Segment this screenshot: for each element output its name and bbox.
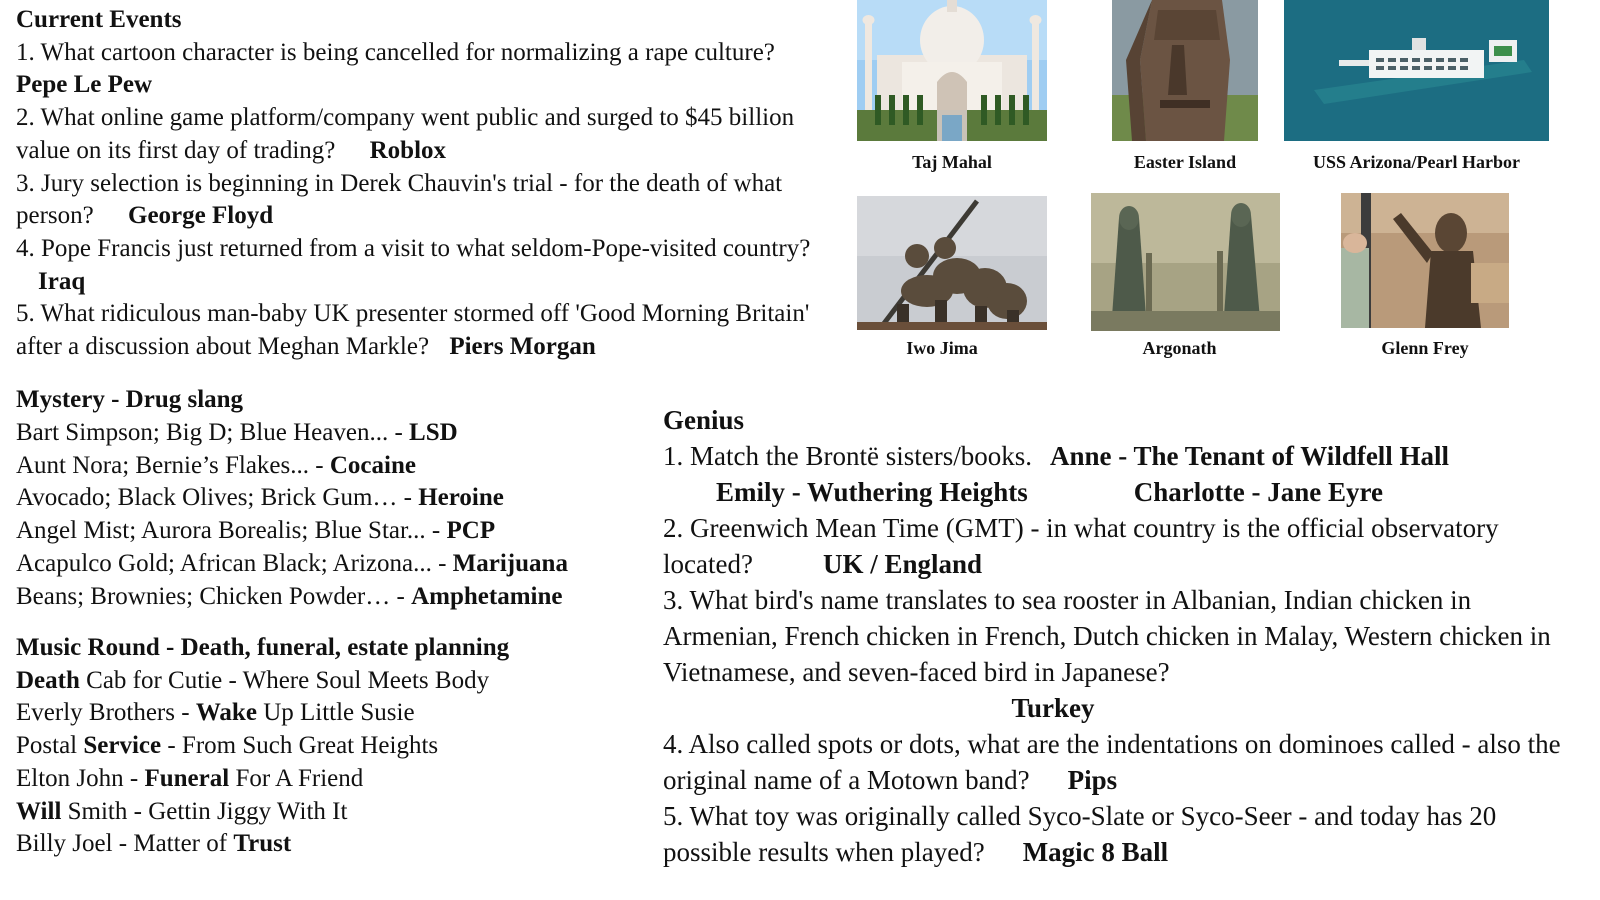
mystery-item [16, 515, 656, 548]
question-text: 1. What cartoon character is being cancelled for normalizing a rape culture? [16, 38, 775, 66]
answer-text: Charlotte - Jane Eyre [1133, 477, 1383, 507]
genius-title: Genius [663, 405, 745, 435]
argonath-caption: Argonath [1142, 338, 1217, 358]
keyword-text: Funeral [144, 764, 230, 792]
answer-text: PCP [446, 517, 496, 545]
keyword-text: Wake [195, 699, 257, 727]
mystery-item [16, 417, 656, 450]
song-text: - From Such Great Heights [161, 732, 439, 760]
answer-text: Iraq [38, 267, 86, 295]
song-text: Elton John - [16, 764, 145, 792]
genius-q1 [663, 438, 1563, 474]
music-round-section [16, 632, 656, 861]
keyword-text: Trust [233, 830, 292, 858]
answer-text: Pepe Le Pew [16, 71, 153, 99]
taj-mahal-photo [857, 0, 1047, 141]
song-text: Cab for Cutie - Where Soul Meets Body [79, 666, 490, 694]
music-item [16, 796, 656, 829]
title-separator: - [104, 386, 126, 413]
song-text: Everly Brothers - [16, 699, 196, 727]
keyword-text: Will [16, 797, 62, 825]
genius-q4 [663, 726, 1563, 798]
clue-text: Avocado; Black Olives; Brick Gum… - [16, 484, 419, 512]
mystery-item [16, 548, 656, 581]
answer-text: UK / England [822, 549, 983, 579]
question-text: 2. What online game platform/company went public and surged to $45 billion value on its first day of trading? [16, 104, 795, 164]
mystery-title [16, 384, 656, 417]
argonath-photo [1091, 193, 1280, 331]
music-item [16, 697, 656, 730]
music-item [16, 763, 656, 796]
question-text: 4. Also called spots or dots, what are the indentations on dominoes called - also the original name of a Motown band? [663, 729, 1561, 795]
music-item [16, 828, 656, 861]
easter-island-caption: Easter Island [1133, 152, 1237, 172]
current-events-q1 [16, 37, 816, 102]
clue-text: Acapulco Gold; African Black; Arizona... - [16, 549, 453, 577]
mystery-item [16, 482, 656, 515]
question-text: 5. What toy was originally called Syco-Slate or Syco-Seer - and today has 20 possible results when played? [663, 801, 1497, 867]
iwo-jima-photo [857, 196, 1047, 330]
question-text: 1. Match the Brontë sisters/books. [663, 441, 1032, 471]
mystery-section [16, 384, 656, 614]
clue-text: Bart Simpson; Big D; Blue Heaven... - [16, 418, 410, 446]
question-text: 3. What bird's name translates to sea rooster in Albanian, Indian chicken in Armenian, French chicken in French, Dutch chicken in Malay, Western chicken in Vietnamese, and seven-faced bird in Japanese? [663, 585, 1551, 687]
music-title-topic: Death, funeral, estate planning [180, 634, 510, 661]
song-text: For A Friend [229, 764, 364, 792]
song-text: Postal [16, 732, 84, 760]
genius-q1-answers [663, 474, 1563, 510]
question-text: 5. What ridiculous man-baby UK presenter stormed off 'Good Morning Britain' after a discussion about Meghan Markle? [16, 300, 810, 361]
mystery-title-topic: Drug slang [125, 386, 244, 413]
answer-text: Marijuana [452, 549, 568, 577]
music-item [16, 730, 656, 763]
music-title-label: Music Round [16, 634, 160, 661]
genius-section [663, 402, 1563, 870]
question-text: 3. Jury selection is beginning in Derek Chauvin's trial - for the death of what person? [16, 169, 783, 230]
uss-arizona-photo [1284, 0, 1549, 141]
answer-text: Amphetamine [411, 582, 563, 610]
clue-text: Angel Mist; Aurora Borealis; Blue Star... - [16, 517, 447, 545]
answer-text: Piers Morgan [449, 333, 596, 361]
music-list [16, 665, 656, 861]
song-text: Billy Joel - Matter of [16, 830, 234, 858]
glenn-frey-caption: Glenn Frey [1381, 338, 1469, 358]
glenn-frey-photo [1341, 193, 1509, 328]
genius-q5 [663, 798, 1563, 870]
answer-text: Roblox [369, 136, 447, 164]
answer-text: LSD [409, 418, 458, 446]
answer-text: Heroine [418, 484, 504, 512]
current-events-q5 [16, 298, 816, 363]
clue-text: Beans; Brownies; Chicken Powder… - [16, 582, 412, 610]
question-text: 2. Greenwich Mean Time (GMT) - in what country is the official observatory located? [663, 513, 1499, 579]
answer-text: Turkey [1011, 693, 1095, 723]
current-events-q2 [16, 102, 816, 167]
answer-text: Cocaine [329, 451, 416, 479]
clue-text: Aunt Nora; Bernie’s Flakes... - [16, 451, 330, 479]
answer-text: Emily - Wuthering Heights [716, 477, 1028, 507]
song-text: Up Little Susie [256, 699, 415, 727]
current-events-q4 [16, 233, 816, 298]
song-text: Smith - Gettin Jiggy With It [61, 797, 348, 825]
question-text: 4. Pope Francis just returned from a visit to what seldom-Pope-visited country? [16, 234, 811, 262]
answer-text: Anne - The Tenant of Wildfell Hall [1049, 441, 1450, 471]
music-item [16, 665, 656, 698]
genius-q3-answer-line [663, 690, 1443, 726]
mystery-title-label: Mystery [16, 386, 105, 413]
answer-text: George Floyd [128, 202, 274, 230]
current-events-title: Current Events [16, 6, 182, 33]
uss-arizona-caption: USS Arizona/Pearl Harbor [1313, 152, 1520, 172]
easter-island-photo [1112, 0, 1258, 141]
answer-text: Magic 8 Ball [1022, 837, 1169, 867]
mystery-item [16, 450, 656, 483]
title-separator: - [159, 634, 181, 661]
genius-q2 [663, 510, 1563, 582]
mystery-item [16, 581, 656, 614]
keyword-text: Service [83, 732, 162, 760]
keyword-text: Death [16, 666, 80, 694]
current-events-q3 [16, 168, 816, 233]
current-events-section [16, 4, 816, 364]
taj-mahal-caption: Taj Mahal [912, 152, 992, 172]
music-round-title [16, 632, 656, 665]
genius-q3 [663, 582, 1563, 690]
iwo-jima-caption: Iwo Jima [906, 338, 978, 358]
answer-text: Pips [1067, 765, 1118, 795]
